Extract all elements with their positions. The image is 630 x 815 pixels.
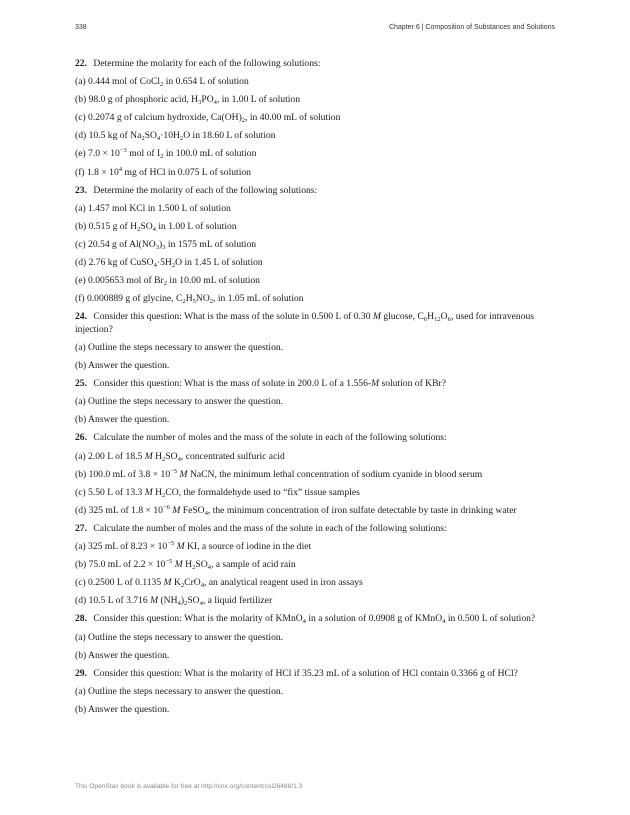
question-part: (a) Outline the steps necessary to answer the question. bbox=[75, 685, 284, 697]
page-header bbox=[75, 24, 555, 38]
page-footer: This OpenStax book is available for free at http://cnx.org/content/col26488/1.3 bbox=[75, 783, 303, 790]
question-part: (c) 5.50 L of 13.3 M $H_2CO$, the formaldehyde used to “fix” tissue samples bbox=[75, 486, 360, 499]
exercise-list bbox=[75, 58, 565, 722]
question-stem: 22. Determine the molarity for each of the following solutions: bbox=[75, 58, 321, 69]
question-part: (c) 0.2500 L of 0.1135 M $K_2CrO_4$, an analytical reagent used in iron assays bbox=[75, 577, 363, 590]
page-number: 338 bbox=[75, 24, 87, 31]
question-part: (d) 10.5 kg of $Na_2SO_4\cdot 10H_2O$ in 18.60 L of solution bbox=[75, 130, 276, 143]
question-part: (a) Outline the steps necessary to answer the question. bbox=[75, 396, 284, 408]
question-part: (b) 98.0 g of phosphoric acid, $H_3PO_4$, in 1.00 L of solution bbox=[75, 94, 301, 107]
chapter-title: Chapter 6 | Composition of Substances and Solutions bbox=[388, 24, 555, 31]
question-part: (b) Answer the question. bbox=[75, 649, 170, 661]
question-part: (d) 2.76 kg of $CuSO_4\cdot 5H_2O$ in 1.45 L of solution bbox=[75, 257, 263, 270]
question-stem: 28. Consider this question: What is the molarity of KMnO$_4$ in a solution of 0.0908 g of KMnO$_4$ in 0.500 L of solution? bbox=[75, 613, 536, 626]
question-part: (a) 1.457 mol KCl in 1.500 L of solution bbox=[75, 202, 231, 214]
question-part: (a) 0.444 mol of CoCl$_2$ in 0.654 L of solution bbox=[75, 76, 249, 89]
question-stem: 27. Calculate the number of moles and the mass of the solute in each of the following solutions: bbox=[75, 522, 447, 534]
question-part: (c) 0.2074 g of calcium hydroxide, $Ca(OH)_2$, in 40.00 mL of solution bbox=[75, 112, 341, 125]
question-part: (c) 20.54 g of $Al(NO_3)_3$ in 1575 mL of solution bbox=[75, 238, 257, 251]
question-part: (b) Answer the question. bbox=[75, 414, 170, 426]
question-part: (b) Answer the question. bbox=[75, 703, 170, 715]
question-part: (a) 2.00 L of 18.5 M $H_2SO_4$, concentrated sulfuric acid bbox=[75, 450, 285, 463]
question-part: (b) 0.515 g of $H_2SO_4$ in 1.00 L of solution bbox=[75, 220, 237, 233]
question-part: (b) Answer the question. bbox=[75, 360, 170, 372]
question-stem: 29. Consider this question: What is the molarity of HCl if 35.23 mL of a solution of HCl contain 0.3366 g of HCl? bbox=[75, 667, 518, 679]
question-stem: 24. Consider this question: What is the mass of the solute in 0.500 L of 0.30 M glucose, $C_6H_{12}O_6$, used for intravenous injection? bbox=[75, 311, 535, 335]
question-part: (a) Outline the steps necessary to answer the question. bbox=[75, 631, 284, 643]
question-part: (e) 0.005653 mol of $Br_2$ in 10.00 mL of solution bbox=[75, 275, 260, 288]
question-part: (b) 100.0 mL of $3.8 \times 10^{-5}$ M NaCN, the minimum lethal concentration of sodium cyanide in blood serum bbox=[75, 467, 483, 480]
question-stem: 23. Determine the molarity of each of the following solutions: bbox=[75, 184, 318, 196]
question-part: (e) $7.0 \times 10^{-3}$ mol of $I_2$ in 100.0 mL of solution bbox=[75, 147, 257, 161]
question-part: (f) 0.000889 g of glycine, $C_2H_5NO_2$, in 1.05 mL of solution bbox=[75, 293, 304, 306]
question-part: (a) 325 mL of $8.23 \times 10^{-5}$ M KI, a source of iodine in the diet bbox=[75, 540, 312, 553]
question-stem: 25. Consider this question: What is the mass of solute in 200.0 L of a 1.556-M solution of KBr? bbox=[75, 378, 446, 390]
question-stem: 26. Calculate the number of moles and the mass of the solute in each of the following solutions: bbox=[75, 432, 447, 444]
question-part: (a) Outline the steps necessary to answer the question. bbox=[75, 342, 284, 353]
question-part: (f) $1.8 \times 10^4$ mg of HCl in 0.075 L of solution bbox=[75, 165, 251, 178]
question-part: (b) 75.0 mL of $2.2 \times 10^{-5}$ M $H_2SO_4$, a sample of acid rain bbox=[75, 558, 296, 572]
question-part: (d) 325 mL of $1.8 \times 10^{-6}$ M FeSO$_4$, the minimum concentration of iron sulfate detectable by taste in drinking water bbox=[75, 503, 517, 517]
question-part: (d) 10.5 L of 3.716 M $(NH_4)_2SO_4$, a liquid fertilizer bbox=[75, 595, 273, 608]
